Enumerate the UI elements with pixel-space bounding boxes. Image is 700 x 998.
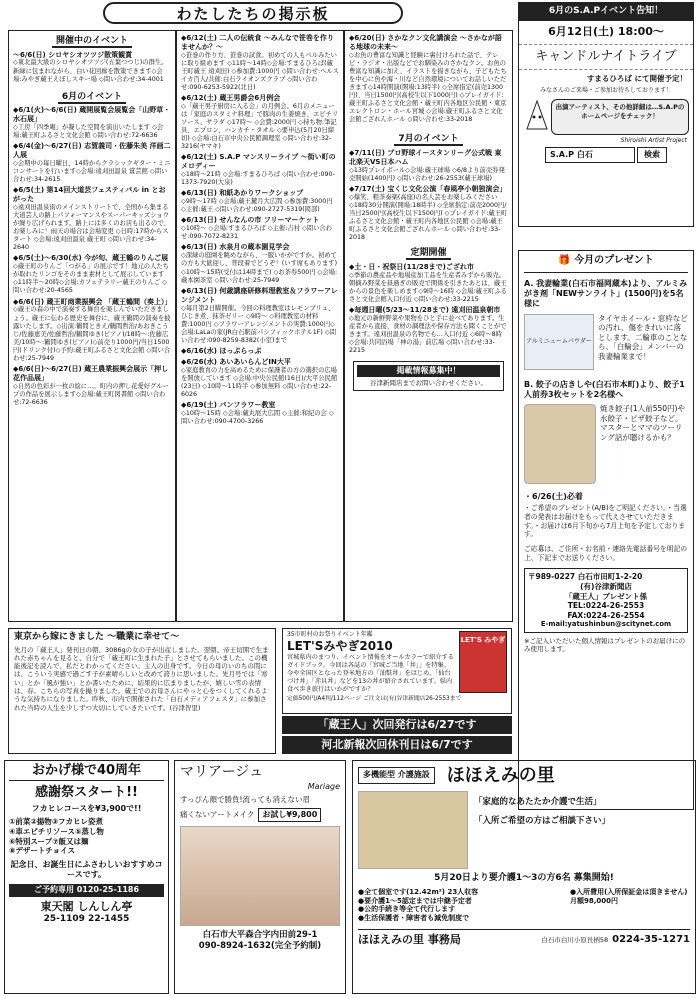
address-block (524, 568, 688, 633)
ad3-office: ほほえみの里 事務局 (358, 933, 461, 947)
event-body: ◇季節の農産品や地場産加工品を生産者みずから販売。朝摘み野菜を昼過ぎの販売で関係を引きたあとは、蔵王からの景色を楽しめます◇9時〜16時 ◇会場:蔵王町ふるさと文化会館入口付近 ◇問い合わせ:33-2215 (349, 271, 508, 303)
july-title: 7月のイベント (349, 134, 508, 146)
postal: 〒989-0227 白石市田町1-2-20 (528, 572, 643, 582)
ad1-title: おかげ様で40周年 (9, 763, 164, 781)
present-title-row (524, 255, 688, 273)
list-item (349, 185, 508, 242)
ad1-shop: 東天閣 しんしん亭 (40, 899, 133, 913)
event-heading: ◆7/11(日) プロ野球イースタンリーグ公式戦 東北楽天VS日本ハム (349, 148, 502, 166)
list-item (181, 243, 339, 284)
list-item (349, 306, 508, 355)
event-heading: ◆6/19(土) パンフラワー教室 (181, 400, 276, 409)
ad3-features (358, 888, 570, 924)
event-body: ◇毎月第2日曜開催。今回の料理教室はレモンブリュ、ひじき煮、抹茶ゼリー ◇9時〜 ◇料理教室の材料費:1000円 ◇フラワーアレンジメントの実費:1000円◇会場:LaLaの家(JR白石駅前パシフィックホテル1F) ◇問い合わせ:090-8259-8382(小室)まで (181, 304, 336, 344)
list-item (181, 94, 339, 151)
event-heading: ◆6/20(日) さかなクン文化講演会 〜さかなが語る地球の未来〜 (349, 34, 502, 51)
recruit-box (353, 361, 504, 392)
product-image: アルミニュームパウダー (524, 314, 594, 370)
ad3-addr: 白石市白川小原長柄58 (541, 936, 609, 945)
list-item (349, 149, 508, 183)
event-body: ◇笹巻の作り方、笹巻の試食。初めての人もベルみたいに取り組めます ◇11時〜14時◇会場:すまるひろば(蔵王町蔵王 遠刈田) ◇参加費:1000円 ◇問い合わせ:ヘルス イカ百人/共催:白石ライオンズクラブ ◇問い合わせ:090-6253-5922(北日) (181, 51, 339, 92)
ad3-recruit: 5月20日より要介護1〜3の方6名 募集開始! (434, 873, 614, 884)
ad2-sub: 痛くないアートメイク (180, 810, 255, 820)
ad1-course: フカヒレコースを¥3,900で!! (31, 804, 142, 814)
sap-search (519, 147, 693, 163)
present-notes: ・ご希望のプレゼント(A/B)をご明記ください。・当選者の発表はお届けをもって代えさせていただきます。・お届けは6月下旬から7月上旬を予定しております。 (524, 504, 687, 539)
present-b-title: B. 餃子の店きしや(白石市本町)より、餃子1人前券3枚セットを2名様へ (524, 379, 685, 399)
list-item (181, 401, 339, 426)
list-item (13, 106, 171, 140)
event-body: ◇10時〜 ◇会場:すまるひろば ◇主催:吉村 ◇問い合わせ:090-7072-8231 (181, 225, 332, 241)
course-item: ④車エビチリソース⑤蒸し物 (9, 827, 104, 837)
ad-totenkaku (4, 760, 169, 994)
sap-title: キャンドルナイトライブ (519, 44, 693, 71)
eye-image (180, 826, 340, 926)
list-item (181, 189, 339, 214)
list-item (13, 298, 171, 363)
event-body: ◇18時〜21時 ◇会場:すまるひろば ◇問い合わせ:090-1373-7920(大泉) (181, 171, 335, 187)
list-item (13, 254, 171, 295)
ad2-subtitle: Mariage (307, 781, 340, 791)
course-item: ①前菜②揚物③フカヒレ姿煮 (9, 817, 103, 827)
dept: 「蔵王人」プレゼント係 (564, 591, 648, 601)
sap-bubble: 出演アーティスト、その他詳細は…S.A.Pのホームページをチェック！ (551, 99, 689, 135)
header-frame (103, 2, 403, 24)
recruit-body: 谷津新聞店までお問い合わせください。 (370, 379, 487, 388)
event-body: ◇お魚の豊富な知識と経験に裏付けられた話で、テレビ・ラジオ・出版などでお馴染みのさかなクン。お魚の豊富な知識に加え、イラストを描きながら、子どもたちを中心に魚や海・川など自然環境についてお話しいただきます◇14時開演(開場:13時半) ◇全席指定(前売1300円)、当日1500円(高校生以下1000円) ◇プレイガイド:蔵王町ふるさと文化会館・蔵王町内各地区公民館・東京エレクトロン・ホール宮城 ◇会場:蔵王町ふるさと文化会館ござれんホール ◇問い合わせ:33-2018 (349, 51, 507, 124)
event-heading: ◆6/13(日) 和紙あかりワークショップ (181, 189, 304, 198)
sap-logo: Shiroishi Artist Project (620, 137, 687, 145)
privacy: ※ご記入いただいた個人情報はプレゼントのお届けにのみ使用します。 (524, 636, 686, 654)
course-item: ⑧デザートチョイス (9, 846, 76, 856)
ad-hohoemi (352, 760, 696, 994)
ongoing-title: 開催中のイベント (13, 36, 171, 48)
list-item (181, 153, 339, 187)
present-b-body: 焼き餃子(1人前550円)や水餃子・ピザ餃子など。マスターとママのツーリング話が聴けるかも？ (600, 403, 685, 442)
june-title: 6月のイベント (13, 92, 171, 104)
event-body: ◇工房「四季庵」が凝した空間を演出いたします ◇会場:蔵王町ふるさと文化会館 ◇問い合わせ:72-6636 (13, 124, 164, 140)
event-body: ◇13時プレイボール◇会場:蔵王球場 ◇6/8より前売券発売開始(1400円) ◇問い合わせ:26-2553(蔵王球場) (349, 166, 505, 182)
list-item (181, 347, 339, 356)
event-heading: ◆6/4(金)〜6/27(日) 志賀義司・佐藤朱美 洋画二人展 (13, 142, 171, 160)
feature-item: ●要介護1〜5認定までは中継予定者 (358, 896, 472, 905)
present-b-row (524, 404, 688, 484)
ad3-features-row (358, 888, 690, 924)
event-body: ◇蔵王町のりんご「つがる」の展示です！地元の人たちが取れたリンゴをそのまま素材として展示しています◇11時半〜20時◇会場:カフェテラリー蔵王のりんご ◇問い合わせ:20-4565 (13, 263, 169, 295)
kahoku-banner: 河北新報次回休刊日は6/7です (282, 736, 512, 754)
sap-event-box (518, 2, 694, 227)
ad-mariage (174, 760, 346, 994)
ad2-price: お試し¥9,800 (258, 808, 321, 822)
feature-item: ●全て個室です(12.42m²) 23人収容 (358, 887, 479, 896)
ad1-sale: 感謝祭スタート!! (35, 784, 138, 800)
event-body: ◇10時〜15時 ◇会場:蔵丸展大広間 ◇主催:和紀の会 ◇問い合わせ:090-4700-3266 (181, 409, 334, 425)
event-heading: ◆6/13(日) 何歳講座研修料理教室＆フラワーアレンジメント (181, 286, 338, 304)
ad3-phone: 0224-35-1271 (612, 934, 690, 945)
event-heading: ◆6/12(土) 二人の伝統食 〜みんなで笹巻を作りませんか？〜 (181, 34, 334, 51)
essay-body: 先月の「蔵王人」発刊日の朝、3086gの女の子が出産しました。翌朝、帝王切開で生まれた赤ちゃんを見ると、自分で「蔵王町に生まれた子」とさせてもらいました。この機能後記を読んで、私だとわかってください。主人の出身です。今日の母のいのちの間には、こういう実感で過ごす子が素晴らしいと改めて誇りに思いました。先月号では「寒い」とか「風が強い」とか書いたために、結果的に広まりましたが、嬉しい雪の表情は、春。こちらの写真を撮りました。蔵王でのお母さんにやっと心をつくしてくれるような気持ちになりました。昨秋、市内で開催された「白石メディアフェスタ」に参加された当時の人生を少しずつ大切にしていきたいです。(谷津智里) (14, 645, 269, 712)
ad2-price-row (180, 808, 340, 822)
ad2-title: マリアージュ (180, 764, 264, 780)
event-body: ◇9時〜17時 ◇会場:蔵王麓月大広間 ◇参加費:3000円 ◇主催:蔵王 ◇問い合わせ:090-2727-5319(岡部) (181, 198, 333, 214)
event-heading: ◆6/13(日) 水泉月の蔵本園見学会 (181, 243, 290, 252)
regular-title: 定期開催 (349, 248, 508, 260)
event-body: ◇自然の色彩が一枚の絵に…。町内の押し花愛好グループの作品を展示します◇会場:蔵王町図書館 ◇問い合わせ:72-6636 (13, 382, 169, 406)
recruit-title: 掲載情報募集中！ (357, 365, 500, 377)
event-body: ◇深緑の庭園を眺めながら、一服いかがですか。初めての方も大歓迎し、普段着でどうぞ！(いす席もあります) ◇10時〜15時(受付は14時まで) ◇お茶券500円 ◇会場:蔵本園茶室 ◇問い合わせ:25-7949 (181, 252, 338, 284)
feature-item: ●公的手続き等全て代行します (358, 905, 456, 914)
search-button[interactable]: 検索 (637, 147, 667, 163)
sap-place: すまるひろば にて開催予定！ (586, 74, 687, 84)
present-a-row (524, 314, 688, 370)
event-heading: ◆6/26(水) あいあいらんどIN大平 (181, 357, 291, 366)
sap-sub: みなさんのご来場・ご参加お待ちしております！ (539, 86, 672, 94)
search-input[interactable]: S.A.P 白石 (545, 147, 635, 163)
column-3 (344, 30, 513, 622)
mook-title: LET'Sみやぎ2010 (287, 638, 393, 653)
present-title: 今月のプレゼント (574, 255, 654, 266)
event-heading: 〜6/6(日) シロヤシオツツジ散策観賞 (13, 50, 133, 59)
ad3-footer (358, 929, 690, 947)
list-item (13, 51, 171, 84)
course-item: ⑥特別スープ⑦飯又は麺 (9, 836, 89, 846)
event-body: ◇会期中の毎日曜日、14時からクラシックギター・ミニコンサートを行います◇会場:遠刈田温泉 賞芸館 ◇問い合わせ:34-2615 (13, 160, 171, 184)
present-a-title: A. 我妻輪業(白石市福岡蔵本)より、アルミみがき剤「NEWサンライト」(1500円)を5名様に (524, 278, 688, 309)
book-cover: LET'S みやぎ (459, 631, 507, 693)
header-banner (8, 2, 513, 26)
event-body: ◇「蔵王男子厨房に入る会」の月例会。6月のメニューは「家庭のスタミナ料理」で豚肉の生姜焼き、エビチリソース、サラダ ◇17時〜 ◇会費:2000円 ◇持ち物:筆記具、エプロン、ハンカチ・タオル ◇要申込(5月20日締切) ◇会場:白石市中央公民館調理室 ◇問い合わせ:32-3216(ヤマキ) (181, 103, 339, 151)
list-item (13, 365, 171, 407)
tel: TEL:0224-26-2553 (567, 601, 645, 611)
event-heading: ◆毎週日曜(5/23〜11/28まで) 遠刈田温泉朝市 (349, 305, 501, 314)
sap-bubble-row (523, 99, 689, 135)
event-body: ◇蔵王の森の中で演奏する舞台を楽しんでいただきましょう。蔵王に伝わる歴史を舞台に、蔵王鶴間の演奏を披露いたします。◇出演:鶴間ときえ/鶴間哲治/あおきこうじ/佐藤恵美/佐藤哲治/鶴間ゆき(ピアノ)/18時〜:佐藤広美/10時〜:鶴間ゆき(ピアノ)◇前売り1000円/当日1500円(ドリンク付)◇予約:蔵王町ふるさと文化会館 ◇問い合わせ:25-7949 (13, 306, 171, 362)
company: (有)谷津新聞店 (580, 581, 632, 591)
deadline: ・6/26(土)必着 (524, 491, 583, 501)
ad2-addr: 白石市大平森合字内田前29-1 (202, 929, 318, 940)
present-apply: ご応募は、ご住所・お名前・連絡先電話番号を明記の上、下記までお送りください。 (524, 544, 688, 562)
ad1-memo: 記念日、お誕生日にふさわしいおすすめコースです。 (10, 859, 163, 880)
event-body: ◇爆笑、粗茶奏楽(高座)の名人芸をお楽しみください ◇18時30分開演(開場:18時半) ◇全席指定:前売2000円/当日2500円(高校生以下1500円) ◇プレイガイド:蔵王町ふるさと文化会館・蔵王町内各地区公民館 ◇会場:蔵王町ふるさと文化会館ござれんホール ◇問い合わせ:33-2018 (349, 193, 508, 242)
event-body: ◇地元の新鮮野菜や果物をひと手に並べてあります。生産者から直接、食材の調理法や保存方法も聞くことができます。遠刈田温泉の名物でも…入口付近 ◇6時〜8時 ◇会場:共同浴場「神の湯」前広場 ◇問い合わせ:33-2215 (349, 314, 507, 354)
mook-price: 定価500円/A4判/112ページ ご注文は(有)谷津新聞店26-2553まで (287, 695, 462, 702)
event-heading: ◆6/12(土) S.A.P マンスリーライブ 〜街い町のメロディー (181, 153, 336, 171)
list-item (349, 263, 508, 304)
ad3-fee: ●入所費用(入所保証金は頂きません)月額98,000円 (570, 887, 688, 905)
list-item (181, 287, 339, 345)
essay-box (8, 628, 276, 754)
ad3-row (358, 791, 690, 869)
event-heading: ◆6/6(日)〜6/27(日) 蔵王農業振興会展示「押し花作品展」 (13, 364, 169, 382)
ad3-catch2: 「入所ご希望の方はご相談下さい」 (474, 815, 611, 826)
essay-title: 東京から嫁にきました 〜職業に幸せて〜 (14, 632, 180, 642)
mook-row (287, 631, 507, 694)
present-box (518, 250, 694, 810)
ad3-title: ほほえみの里 (446, 765, 555, 786)
event-heading: ◆6/16(水) ほっぷらっぷ (181, 346, 262, 355)
list-item (13, 142, 171, 184)
event-heading: ◆6/5(土) 第14回大道芸フェスティバル in とおがった (13, 186, 166, 204)
ad2-catch: すっぴん顔で勝負!流っても消えない眉 (180, 795, 311, 805)
gyoza-image (524, 404, 596, 484)
column-1 (8, 30, 176, 622)
candle-icon (523, 99, 551, 135)
ad2-phone: 090-8924-1632(完全予約制) (198, 940, 322, 951)
list-item (181, 358, 339, 399)
event-heading: ◆6/13(日) せんなんの市 フリーマーケット (181, 216, 320, 225)
event-body: ◇家庭教育の力を高めるために保護者の方の選択の広場を開放しています ◇会場:中央公民館(16日)/大平公民館(23日) ◇10時〜11時半 ◇参加無料 ◇問い合わせ:22-6026 (181, 366, 338, 398)
event-body: ◇東北最大級のシロヤシオツツジ(五葉つつじ)の群生。新緑に包まれながら、白い花回廊を散策できます◇会場:みやぎ蔵王えぼしスキー場 ◇問い合わせ:34-4001 (13, 59, 168, 83)
event-body: ◇遠刈田温泉街のメインストリートで、全国から集まる大道芸人の路上パフォーマンスやスーパーキッズショウが繰り広げられます。路上には多くのお店も出るので、お楽しみに！雨天の場合は会場変更 ◇日時:17時からスタート ◇会場:遠刈田温泉 蔵王町 ◇問い合わせ:34-2640 (13, 204, 170, 252)
event-heading: ◆6/5(土)〜6/30(水) 今が旬、蔵王鶴のりんご展 (13, 254, 169, 263)
list-item (181, 216, 339, 241)
event-heading: ◆6/12(土) 蔵王男爵会6月例会 (181, 94, 281, 103)
gift-icon: 🎁 (558, 255, 571, 266)
ad3-head (358, 764, 690, 787)
event-heading: ◆土・日・祝祭日(11/28まで)ござれ市 (349, 262, 474, 271)
ad1-items (9, 817, 164, 855)
event-heading: ◆7/17(土) 宝くじ文化公演「春風亭小朝独演会」 (349, 184, 507, 193)
column-2 (176, 30, 344, 622)
building-image (358, 791, 468, 869)
mook-ad (282, 628, 512, 714)
mook-text (287, 631, 455, 694)
list-item (181, 34, 339, 92)
ad3-catches (474, 791, 690, 869)
sap-head: 6月のS.A.Pイベント告知！ (519, 3, 693, 21)
page-title: わたしたちの掲示板 (176, 5, 330, 23)
present-a-body: タイヤホイール・窓枠などの汚れ、傷をきれいに落とします。二輪車のことなら、「白輪会」メンバーの我妻輪業まで！ (598, 313, 688, 361)
fax: FAX:0224-26-2554 (567, 610, 645, 620)
mook-top: 35市町村のお祭りイベント年鑑 (287, 631, 373, 638)
ad3-catch1: 「家庭的なあたたか介護で生活」 (474, 797, 602, 808)
sap-date: 6月12日(土) 18:00〜 (548, 24, 664, 38)
list-item (349, 34, 508, 124)
email[interactable]: E-mail:yatushinbun@scitynet.com (540, 620, 672, 629)
feature-item: ●生活保護者・障害者も減免制度で (358, 914, 470, 923)
mook-body: 宮城県内のまつり、イベント情報をオールカラーで紹介するガイドブック。今回は各誌の「宮城ご当地「丼」」を特集。今や全国区となった登米地方の「油麩丼」をはじめ、「仙台づけ丼」「赤貝丼」などを13の丼が紹介されています。県内食べ歩き旅行はいかがですか？ (287, 654, 454, 693)
ad3-tag: 多機能型 介護施設 (358, 767, 435, 783)
ad1-phone: 25-1109 22-1455 (43, 913, 130, 924)
list-item (13, 186, 171, 252)
event-heading: ◆6/1(火)〜6/6(日) 蔵開展覧会展覧会「山野草・水石展」 (13, 106, 171, 124)
event-heading: ◆6/6(日) 蔵王町商業振興会 「蔵王鶴間（奏上）」 (13, 297, 172, 306)
ad1-tel: ご予約専用 0120-25-1186 (9, 884, 164, 896)
next-issue-banner: 「蔵王人」次回発行は6/27です (282, 716, 512, 734)
